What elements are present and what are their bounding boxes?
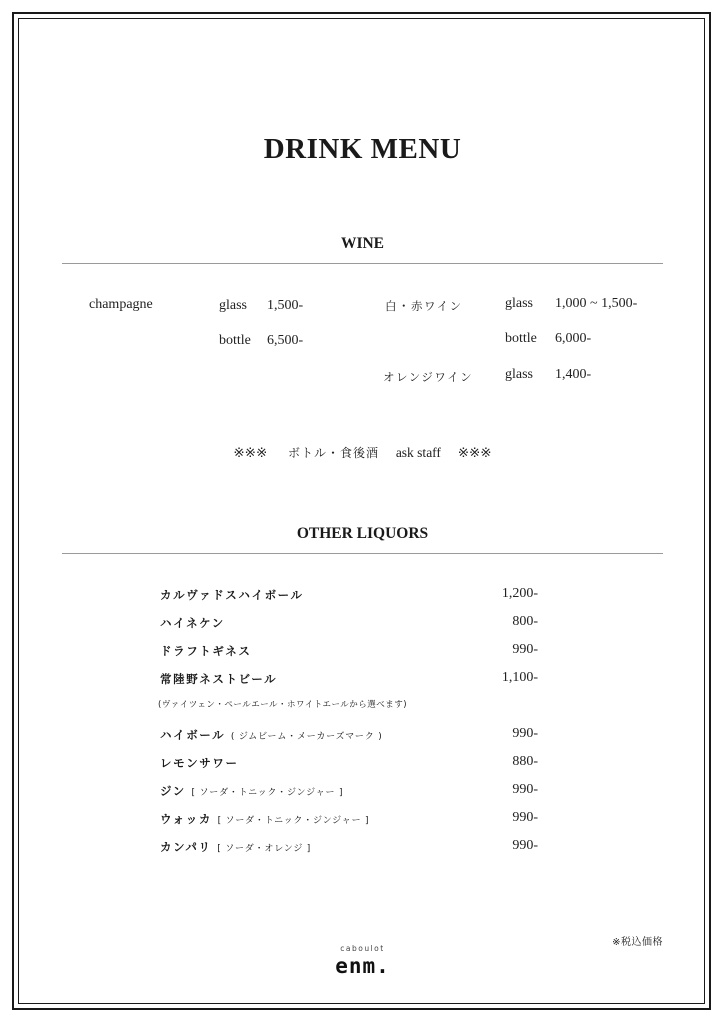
- liquor-price: 990-: [512, 810, 538, 825]
- liquor-price: 1,200-: [501, 586, 538, 601]
- liquor-name: 常陸野ネストビール: [160, 672, 278, 686]
- champagne-bottle-label: bottle: [219, 333, 251, 348]
- champagne-bottle-price: 6,500-: [267, 333, 304, 348]
- orange-wine-name: オレンジワイン: [383, 370, 474, 384]
- white-red-bottle-price: 6,000-: [555, 331, 592, 346]
- tax-included-note: ※税込価格: [612, 937, 663, 948]
- champagne-glass-label: glass: [219, 298, 247, 313]
- liquors-heading: OTHER LIQUORS: [296, 525, 429, 542]
- liquor-price: 880-: [512, 754, 538, 769]
- liquor-name: ジン: [160, 784, 186, 798]
- liquor-price: 990-: [512, 642, 538, 657]
- liquor-name: カンパリ: [160, 840, 212, 854]
- liquor-options: [ ソーダ・オレンジ ]: [217, 844, 312, 854]
- liquor-price: 800-: [512, 614, 538, 629]
- list-item: [160, 643, 251, 659]
- champagne-name: champagne: [89, 297, 153, 312]
- menu-title: DRINK MENU: [263, 133, 462, 165]
- list-item: [160, 615, 225, 631]
- liquor-price: 1,100-: [501, 670, 538, 685]
- list-item: [160, 587, 304, 603]
- orange-glass-label: glass: [505, 367, 533, 382]
- list-item: [160, 811, 369, 827]
- orange-glass-price: 1,400-: [555, 367, 592, 382]
- list-item: [160, 839, 311, 855]
- liquor-price: 990-: [512, 726, 538, 741]
- liquor-name: レモンサワー: [160, 756, 239, 770]
- white-red-glass-price: 1,000 ~ 1,500-: [555, 296, 638, 311]
- wine-divider: [62, 263, 663, 264]
- liquor-price: 990-: [512, 782, 538, 797]
- note-bottle-digestif: ボトル・食後酒: [288, 446, 380, 460]
- liquor-price: 990-: [512, 838, 538, 853]
- liquor-name: カルヴァドスハイボール: [160, 588, 304, 602]
- liquor-name: ハイボール: [160, 728, 226, 742]
- liquor-options: [ ソーダ・トニック・ジンジャー ]: [191, 788, 344, 798]
- nest-beer-note: (ヴァイツェン・ペールエール・ホワイトエールから選べます): [158, 700, 408, 710]
- liquors-divider: [62, 553, 663, 554]
- note-ask-staff: ask staff: [395, 445, 441, 460]
- note-marks-right: ※※※: [457, 445, 492, 460]
- white-red-bottle-label: bottle: [505, 331, 537, 346]
- list-item: [160, 671, 277, 687]
- liquor-name: ドラフトギネス: [160, 644, 252, 658]
- list-item: [160, 755, 239, 771]
- logo-caboulot: caboulot: [340, 944, 385, 953]
- list-item: [160, 727, 383, 743]
- liquor-name: ハイネケン: [160, 616, 225, 630]
- champagne-glass-price: 1,500-: [267, 298, 304, 313]
- liquor-options: [ ソーダ・トニック・ジンジャー ]: [217, 816, 370, 826]
- wine-heading: WINE: [340, 235, 385, 252]
- white-red-glass-label: glass: [505, 296, 533, 311]
- white-red-wine-name: 白・赤ワイン: [385, 299, 463, 313]
- logo-enm: enm.: [335, 954, 390, 978]
- liquor-name: ウォッカ: [160, 812, 212, 826]
- liquor-options: ( ジムビーム・メーカーズマーク ): [230, 732, 383, 742]
- note-marks-left: ※※※: [233, 445, 268, 460]
- wine-note: [0, 444, 725, 461]
- list-item: [160, 783, 343, 799]
